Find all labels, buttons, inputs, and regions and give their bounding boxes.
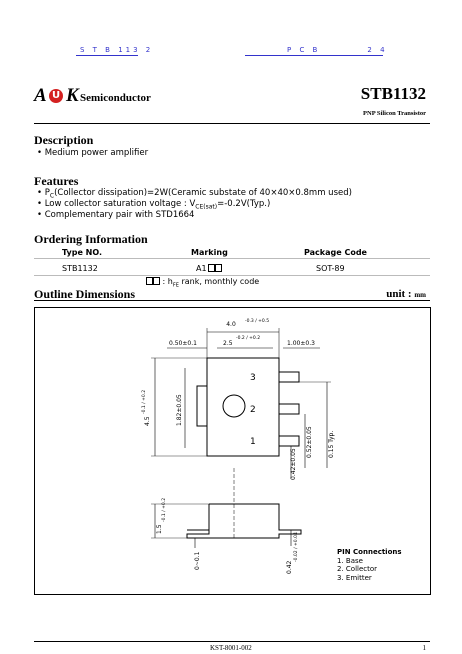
header-link-pcb[interactable]: P C B 2 4 <box>287 46 388 54</box>
part-subtitle: PNP Silicon Transistor <box>363 110 426 117</box>
outline-heading: Outline Dimensions <box>34 287 136 301</box>
feature-item: • Complementary pair with STD1664 <box>37 210 195 220</box>
dim-label: 0~0.1 <box>194 551 201 570</box>
description-heading: Description <box>34 133 94 147</box>
dim-label: 1.00±0.3 <box>287 340 315 347</box>
pin-label: 3 <box>250 373 256 383</box>
table-cell-package: SOT-89 <box>316 264 345 273</box>
column-header-marking: Marking <box>191 248 228 257</box>
part-number: STB1132 <box>360 84 426 103</box>
dim-label: 1.5 <box>156 524 163 534</box>
table-cell-type: STB1132 <box>62 264 98 273</box>
marking-note: : $h_{FE}$ rank, monthly code <box>146 277 259 289</box>
pin-connections <box>337 548 402 582</box>
pin-label: 2 <box>250 405 256 415</box>
table-cell-marking: A1 <box>196 264 222 273</box>
dim-label: 0.50±0.1 <box>169 340 197 347</box>
pin-connections-heading: PIN Connections <box>337 548 402 556</box>
dim-label: -0.1 / +0.2 <box>162 497 167 522</box>
feature-item: • Low collector saturation voltage : $V_{CE(sat)}=-0.2V(Typ.)$ <box>37 199 271 211</box>
header-link-part[interactable]: S T B 113 2 <box>80 46 154 54</box>
dim-label: 4.0 <box>226 321 236 328</box>
feature-item: • $P_C(Collector$ dissipation)=2W(Ceramic substate of 40×40×0.8mm used) <box>37 188 352 200</box>
dim-label: -0.2 / +0.2 <box>236 336 261 341</box>
description-item: • Medium power amplifier <box>37 148 149 158</box>
column-header-package: Package Code <box>304 248 367 257</box>
footer-doc-number: KST-8001-002 <box>210 644 252 652</box>
pin-item: 1. Base <box>337 556 363 565</box>
dim-label: 0.42±0.05 <box>290 448 297 480</box>
dim-label: 0.15 Typ. <box>328 430 335 458</box>
pin-item: 3. Emitter <box>337 573 372 582</box>
dim-label: 0.42 <box>286 560 293 574</box>
dim-label: 0.52±0.05 <box>306 426 313 458</box>
dim-label: 1.82±0.05 <box>176 394 183 426</box>
pin-item: 2. Collector <box>337 565 378 573</box>
dim-label: -0.1 / +0.2 <box>142 389 147 414</box>
footer-page-number: 1 <box>422 644 426 652</box>
pin-label: 1 <box>250 437 256 447</box>
dim-label: -0.3 / +0.5 <box>245 319 270 324</box>
unit-label: unit : mm <box>386 288 426 300</box>
ordering-heading: Ordering Information <box>34 232 148 246</box>
dim-label: -0.02 / +0.04 <box>294 532 299 562</box>
dim-label: 2.5 <box>223 340 233 347</box>
dim-label: 4.5 <box>144 416 151 426</box>
outline-drawing <box>34 307 431 595</box>
column-header-type: Type NO. <box>62 248 103 257</box>
features-heading: Features <box>34 174 79 188</box>
logo-suffix: Semiconductor <box>80 92 151 104</box>
